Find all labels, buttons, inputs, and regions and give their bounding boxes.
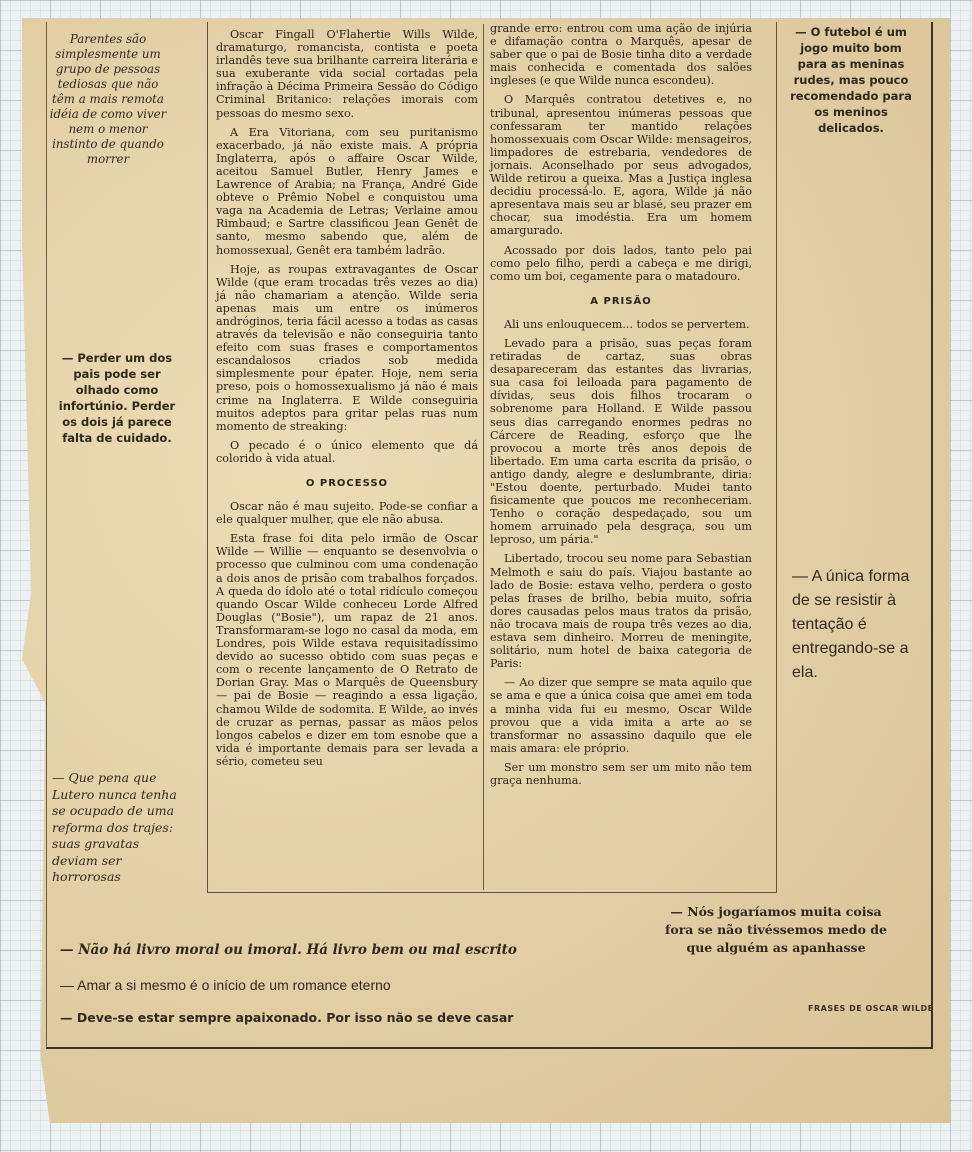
article-paragraph: Levado para a prisão, suas peças foram retiradas de cartaz, suas obras desapareceram das estantes das livrarias, sua casa foi leiloada para pagamento de dívidas, seus dois filhos trocaram o sobrenome para Holland. E Wilde passou seus dias carregando enormes pedras no Cárcere de Reading, esforço que lhe provocou a morte três anos depois de libertado. Em uma carta escrita da prisão, o antigo dandy, alegre e deslumbrante, diria: "Estou doente, perturbado. Mudei tanto fisicamente que poucos me reconheceriam. Tenho o coração despedaçado, sou um homem arruinado pela desgraça, sou um leproso, um pária." xyxy=(490,336,752,547)
section-heading-prisao: A PRISÃO xyxy=(590,295,652,307)
article-paragraph: O Marquês contratou detetives e, no tribunal, apresentou inúmeras pessoas que confessaram ter mantido relações homossexuais com Oscar Wilde: mensageiros, limpadores de estrebaria, vendedores de jornais. Aconselhado por seus advogados, Wilde retirou a queixa. Mas a Justiça inglesa decidiu processá-lo. E, agora, Wilde já não apresentava mais seu ar blasé, seu prazer em chocar, sua imodéstia. Era um homem amargurado. xyxy=(490,93,752,238)
article-paragraph: Oscar não é mau sujeito. Pode-se confiar a ele qualquer mulher, que ele não abusa. xyxy=(216,500,478,527)
credit-line: FRASES DE OSCAR WILDE xyxy=(808,1004,934,1013)
article-column-2 xyxy=(490,22,752,793)
article-paragraph: Esta frase foi dita pelo irmão de Oscar Wilde — Willie — enquanto se desenvolvia o processo que culminou com uma condenação a dois anos de prisão com trabalhos forçados. A queda do ídolo até o total ridículo começou quando Oscar Wilde conheceu Lorde Alfred Douglas ("Bosie"), um rapaz de 21 anos. Transformaram-se logo no casal da moda, em Londres, pois Wilde estava requisitadíssimo devido ao sucesso obtido com suas peças e com o recente lançamento de O Retrato de Dorian Gray. Mas o Marquês de Queensbury — pai de Bosie — reagindo a essa ligação, chamou Wilde de sodomita. E Wilde, ao invés de cruzar as pernas, passar as mãos pelos longos cabelos e dizer em tom esnobe que a vida é importante demais para ser levada a sério, cometeu seu xyxy=(216,532,478,768)
article-column-1 xyxy=(216,28,478,774)
article-paragraph: grande erro: entrou com uma ação de injúria e difamação contra o Marquês, apesar de saber que o pai de Bosie tinha dito a verdade mais conhecida e comentada dos salões ingleses (e que Wilde nunca escondeu). xyxy=(490,22,752,88)
quote-tentacao: — A única forma de se resistir à tentação é entregando-se a ela. xyxy=(792,568,910,681)
article-paragraph: O pecado é o único elemento que dá colorido à vida atual. xyxy=(216,438,478,465)
quote-futebol: — O futebol é um jogo muito bom para as meninas rudes, mas pouco recomendado para os meninos delicados. xyxy=(790,25,912,135)
article-paragraph: Hoje, as roupas extravagantes de Oscar Wilde (que eram trocadas três vezes ao dia) já não chamariam a atenção. Wilde seria apenas mais um entre os inúmeros andróginos, teria fácil acesso a todas as casas através da televisão e não conseguiria tanto efeito com suas frases e comportamentos escandalosos criados sob medida simplesmente pour épater. Hoje, nem seria preso, pois o homossexualismo já não é mais crime na Inglaterra. E Wilde conseguiria muitos adeptos para gritar pelas ruas num momento de streaking: xyxy=(216,262,478,433)
quote-perder-pais: — Perder um dos pais pode ser olhado como infortúnio. Perder os dois já parece falta de cuidado. xyxy=(58,351,176,445)
article-paragraph: Oscar Fingall O'Flahertie Wills Wilde, dramaturgo, romancista, contista e poeta irlandês teve sua brilhante carreira literária e sua exuberante vida social cortadas pela infração à Décima Primeira Sessão do Código Criminal Britanico: relações imorais com pessoas do mesmo sexo. xyxy=(216,28,478,120)
quote-lutero: — Que pena que Lutero nunca tenha se ocupado de uma reforma dos trajes: suas gravatas deviam ser horrorosas xyxy=(52,770,177,884)
quote-apaixonado: — Deve-se estar sempre apaixonado. Por isso não se deve casar xyxy=(60,1010,514,1025)
article-paragraph: Ser um monstro sem ser um mito não tem graça nenhuma. xyxy=(490,760,752,787)
section-heading-processo: O PROCESSO xyxy=(305,478,389,489)
article-paragraph: Libertado, trocou seu nome para Sebastian Melmoth e saiu do país. Viajou bastante ao lado de Bosie: estava velho, perdera o gosto pelas frases de brilho, bebia muito, sofria dores causadas pelos maus tratos da prisão, não trocava mais de roupa três vezes ao dia, estava sem dinheiro. Morreu de meningite, solitário, num hotel de baixa categoria de Paris: xyxy=(490,552,752,671)
quote-amar: — Amar a si mesmo é o início de um romance eterno xyxy=(60,977,391,993)
quote-jogariamos: — Nós jogaríamos muita coisa fora se não tivéssemos medo de que alguém as apanhasse xyxy=(665,904,887,955)
article-paragraph: Acossado por dois lados, tanto pelo pai como pelo filho, perdi a cabeça e me dirigi, como um boi, cegamente para o matadouro. xyxy=(490,243,752,283)
quote-parentes: Parentes são simplesmente um grupo de pessoas tediosas que não têm a mais remota idéia de como viver nem o menor instinto de quando morrer xyxy=(49,32,167,166)
article-paragraph: Ali uns enlouquecem... todos se pervertem. xyxy=(504,317,750,331)
column-divider xyxy=(483,24,484,890)
article-paragraph: — Ao dizer que sempre se mata aquilo que se ama e que a única coisa que amei em toda a minha vida fui eu mesmo, Oscar Wilde provou que a vida imita a arte ao se transformar no assassino daquilo que ele mais amara: ele próprio. xyxy=(490,676,752,755)
quote-livro: — Não há livro moral ou imoral. Há livro bem ou mal escrito xyxy=(60,942,517,958)
article-paragraph: A Era Vitoriana, com seu puritanismo exacerbado, já não existe mais. A própria Inglaterra, após o affaire Oscar Wilde, aceitou Samuel Butler, Henry James e Lawrence of Arabia; na França, André Gide obteve o Prêmio Nobel e conquistou uma vaga na Academia de Letras; Verlaine amou Rimbaud; e Sartre classificou Jean Genêt de santo, mesmo sabendo que, além de homossexual, Genêt era também ladrão. xyxy=(216,125,478,257)
